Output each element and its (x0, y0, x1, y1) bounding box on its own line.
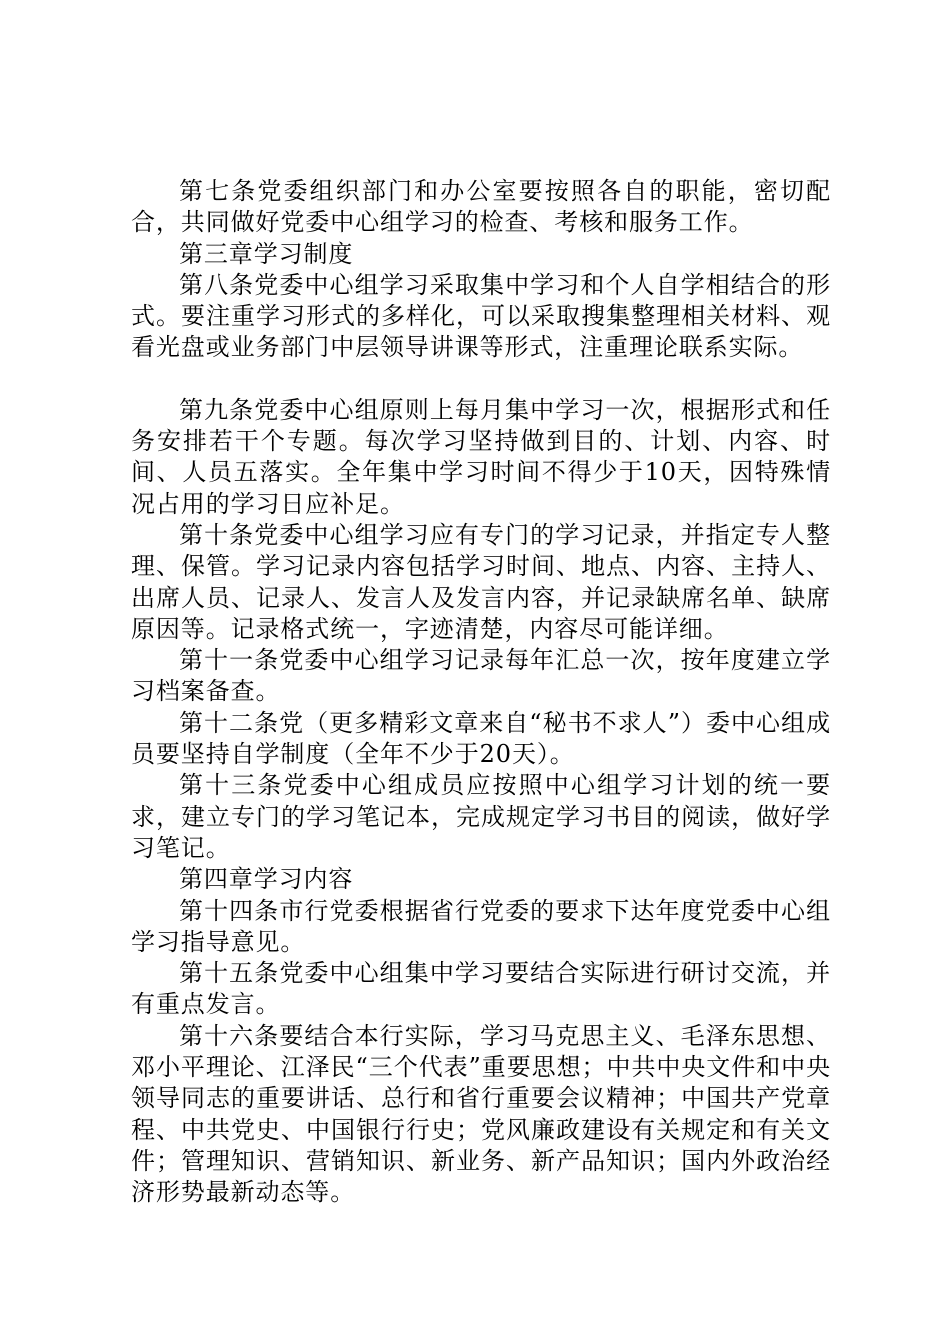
article-16: 第十六条要结合本行实际，学习马克思主义、毛泽东思想、邓小平理论、江泽民“三个代表”重要思想；中共中央文件和中央领导同志的重要讲话、总行和省行重要会议精神；中国共产党章程、中共党史、中国银行行史；党风廉政建设有关规定和有关文件；管理知识、营销知识、新业务、新产品知识；国内外政治经济形势最新动态等。 (131, 1021, 831, 1207)
article-13: 第十三条党委中心组成员应按照中心组学习计划的统一要求，建立专门的学习笔记本，完成规定学习书目的阅读，做好学习笔记。 (131, 771, 831, 862)
document-body (131, 176, 831, 1209)
chapter-4-heading: 第四章学习内容 (179, 865, 354, 894)
article-14: 第十四条市行党委根据省行党委的要求下达年度党委中心组学习指导意见。 (131, 896, 831, 956)
article-9: 第九条党委中心组原则上每月集中学习一次，根据形式和任务安排若干个专题。每次学习坚持做到目的、计划、内容、时间、人员五落实。全年集中学习时间不得少于10天，因特殊情况占用的学习日应补足。 (131, 395, 831, 518)
chapter-3-heading: 第三章学习制度 (179, 239, 354, 268)
article-8: 第八条党委中心组学习采取集中学习和个人自学相结合的形式。要注重学习形式的多样化，可以采取搜集整理相关材料、观看光盘或业务部门中层领导讲课等形式，注重理论联系实际。 (131, 270, 831, 362)
article-15: 第十五条党委中心组集中学习要结合实际进行研讨交流，并有重点发言。 (131, 959, 831, 1019)
article-10: 第十条党委中心组学习应有专门的学习记录，并指定专人整理、保管。学习记录内容包括学习时间、地点、内容、主持人、出席人员、记录人、发言人及发言内容，并记录缺席名单、缺席原因等。记录格式统一，字迹清楚，内容尽可能详细。 (131, 520, 831, 643)
article-7: 第七条党委组织部门和办公室要按照各自的职能，密切配合，共同做好党委中心组学习的检查、考核和服务工作。 (131, 177, 831, 237)
article-11: 第十一条党委中心组学习记录每年汇总一次，按年度建立学习档案备查。 (131, 646, 831, 706)
blank-line (131, 364, 831, 395)
article-12: 第十二条党（更多精彩文章来自“秘书不求人”）委中心组成员要坚持自学制度（全年不少于20天）。 (131, 708, 831, 769)
